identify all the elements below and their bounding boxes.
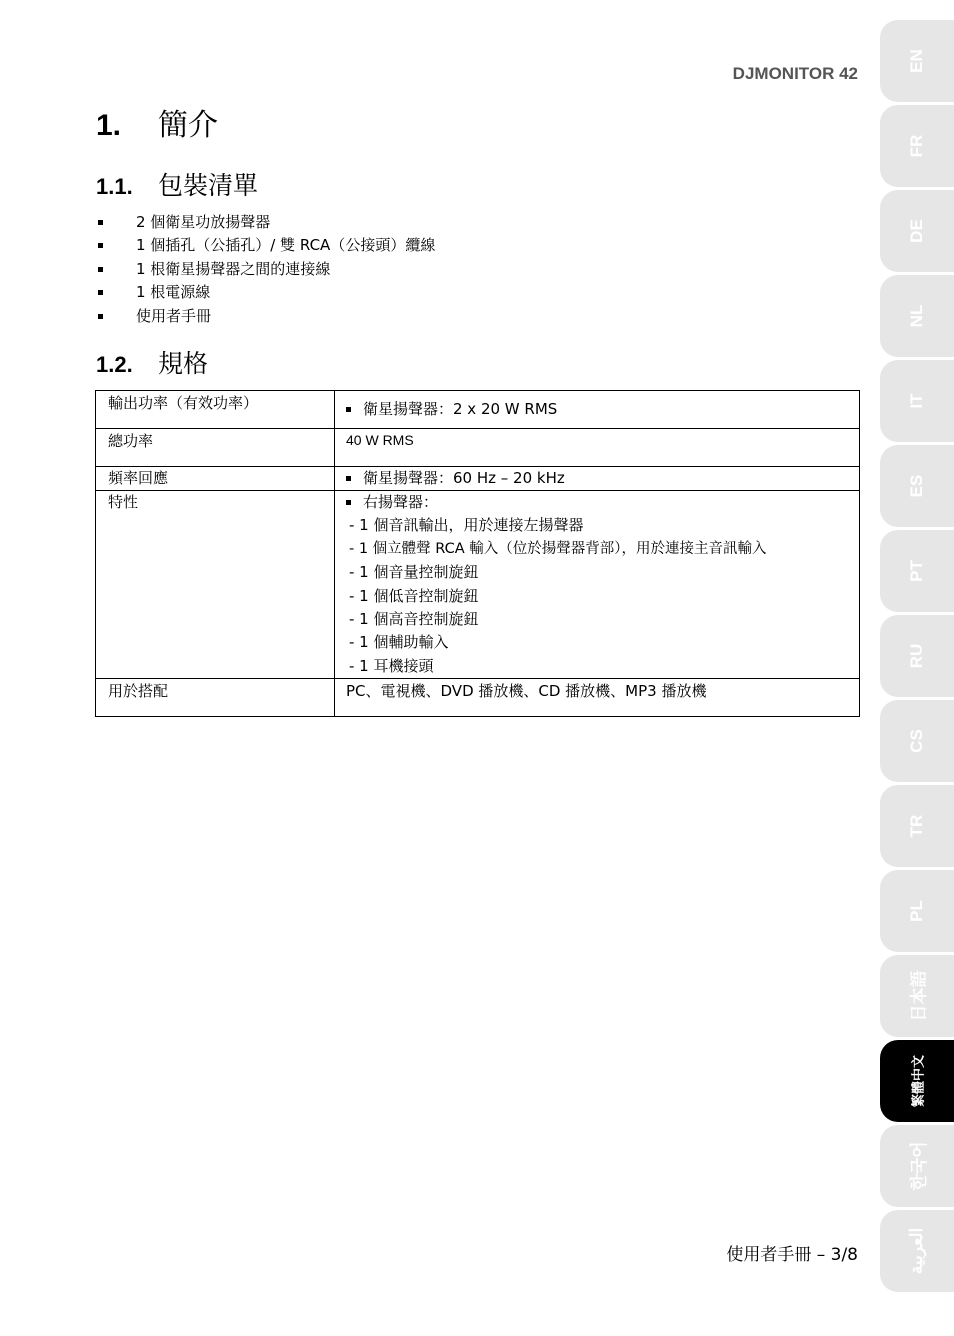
heading-title: 包裝清單 [158,171,259,200]
tab-tr[interactable]: TR [880,785,954,867]
table-row [96,491,860,679]
table-row [96,679,860,717]
heading-number: 1. [96,109,122,142]
heading-package-contents [96,166,258,202]
list-item: 1 個插孔（公插孔）/ 雙 RCA（公接頭）纜線 [96,234,435,257]
table-cell-label: 頻率回應 [96,467,335,491]
package-contents-list [96,211,435,328]
table-cell-label: 總功率 [96,429,335,467]
table-cell-label: 特性 [96,491,335,679]
heading-title: 簡介 [158,108,218,143]
heading-title: 規格 [158,349,209,378]
heading-introduction [96,100,218,144]
table-cell-label: 用於搭配 [96,679,335,717]
heading-number: 1.2. [96,352,133,377]
tab-es[interactable]: ES [880,445,954,527]
table-cell-value: 衛星揚聲器：2 x 20 W RMS [335,391,860,429]
list-item: 2 個衛星功放揚聲器 [96,211,435,234]
specifications-table [95,390,860,717]
list-item: 使用者手冊 [96,305,435,328]
tab-de[interactable]: DE [880,190,954,272]
document-header: DJMONITOR 42 [732,64,858,83]
table-cell-value: 衛星揚聲器：60 Hz – 20 kHz [335,467,860,491]
tab-it[interactable]: IT [880,360,954,442]
tab-ar[interactable]: العربية [880,1210,954,1292]
tab-fr[interactable]: FR [880,105,954,187]
list-item: 1 根電源線 [96,281,435,304]
tab-zh-tw[interactable]: 繁體中文 [880,1040,954,1122]
tab-ko[interactable]: 한국어 [880,1125,954,1207]
tab-cs[interactable]: CS [880,700,954,782]
table-row [96,467,860,491]
tab-en[interactable]: EN [880,20,954,102]
tab-pl[interactable]: PL [880,870,954,952]
table-cell-value: PC、電視機、DVD 播放機、CD 播放機、MP3 播放機 [335,679,860,717]
table-cell-value: 40 W RMS [335,429,860,467]
heading-specifications [96,344,208,380]
list-item: 1 根衛星揚聲器之間的連接線 [96,258,435,281]
page-footer: 使用者手冊 – 3/8 [726,1245,858,1265]
tab-ru[interactable]: RU [880,615,954,697]
tab-pt[interactable]: PT [880,530,954,612]
table-cell-label: 輸出功率（有效功率） [96,391,335,429]
tab-nl[interactable]: NL [880,275,954,357]
heading-number: 1.1. [96,174,133,199]
table-row [96,391,860,429]
table-row [96,429,860,467]
table-cell-value: 右揚聲器： - 1 個音訊輸出，用於連接左揚聲器 - 1 個立體聲 RCA 輸入（位於揚聲器背部），用於連接主音訊輸入 - 1 個音量控制旋鈕 - 1 個低音控制旋鈕 - 1 個高音控制旋鈕 - 1 個輔助輸入 - 1 耳機接頭 [335,491,860,679]
tab-ja[interactable]: 日本語 [880,955,954,1037]
